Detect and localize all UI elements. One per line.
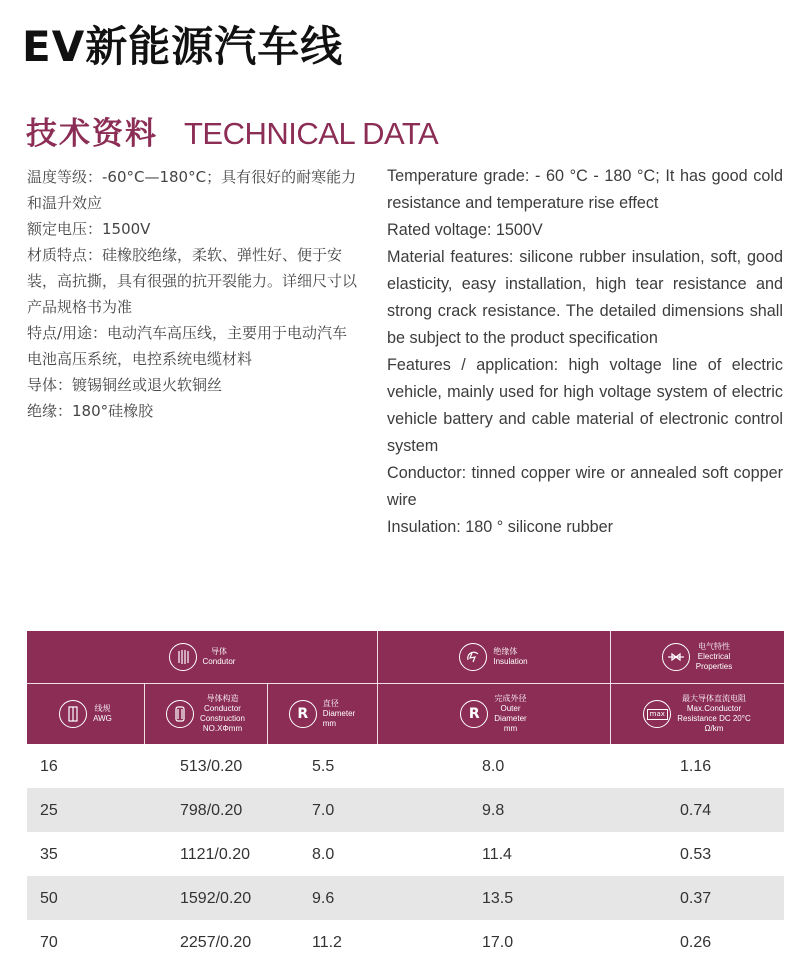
cn-voltage: 额定电压：1500V (27, 220, 151, 238)
conductor-group-en: Condutor (202, 657, 236, 666)
electrical-group-cn: 电气特性 (698, 642, 730, 651)
table-row (27, 920, 784, 963)
diameter-icon: R (289, 700, 317, 728)
cell-outer-diameter: 8.0 (482, 758, 505, 775)
table-header (27, 631, 784, 744)
header-construction (144, 684, 267, 744)
cn-temperature: 温度等级：-60°C—180°C；具有很好的耐寒能力和温升效应 (27, 168, 357, 212)
cell-diameter: 5.5 (312, 758, 335, 775)
wire-gauge-icon (59, 700, 87, 728)
section-heading (26, 108, 438, 153)
cell-outer-diameter: 9.8 (482, 802, 505, 819)
cell-outer-diameter: 17.0 (482, 934, 514, 951)
cell-outer-diameter: 11.4 (482, 846, 512, 863)
page-title: EV新能源汽车线 (22, 22, 344, 71)
electrical-group-en2: Properties (695, 662, 733, 671)
cell-awg: 16 (40, 758, 58, 775)
cell-diameter: 8.0 (312, 846, 335, 863)
cell-awg: 50 (40, 890, 58, 907)
en-voltage: Rated voltage: 1500V (387, 221, 543, 239)
cn-conductor: 导体：镀锡铜丝或退火软铜丝 (27, 376, 223, 394)
resistance-en2: Resistance DC 20°C (677, 714, 751, 723)
header-resistance (610, 684, 784, 744)
section-title-en: TECHNICAL DATA (184, 116, 439, 151)
cell-resistance: 0.74 (680, 802, 712, 819)
electrical-resistor-icon (662, 643, 690, 671)
diameter-unit: mm (322, 719, 337, 728)
section-title-cn: 技术资料 (26, 116, 158, 152)
outer-diameter-icon: R (460, 700, 488, 728)
technical-data-chinese (27, 164, 357, 424)
header-insulation-group (377, 631, 610, 683)
en-temperature: Temperature grade: - 60 °C - 180 °C; It has good cold resistance and temperature rise effect (387, 167, 783, 212)
table-row (27, 788, 784, 832)
cell-construction: 2257/0.20 (180, 934, 252, 951)
max-badge: max (647, 709, 668, 720)
cell-awg: 70 (40, 934, 58, 951)
resistance-en1: Max.Conductor (686, 704, 742, 713)
cell-construction: 798/0.20 (180, 802, 243, 819)
outer-en2: Diameter (494, 714, 527, 723)
construction-en3: NO.XΦmm (202, 724, 243, 733)
conductor-construction-icon (166, 700, 194, 728)
cell-outer-diameter: 13.5 (482, 890, 514, 907)
table-row (27, 744, 784, 788)
cn-features: 特点/用途：电动汽车高压线，主要用于电动汽车电池高压系统，电控系统电缆材料 (27, 324, 348, 368)
electrical-group-en1: Electrical (697, 652, 731, 661)
cell-construction: 513/0.20 (180, 758, 243, 775)
header-conductor-group (27, 631, 377, 683)
outer-unit: mm (503, 724, 518, 733)
header-diameter (267, 684, 377, 744)
cell-resistance: 1.16 (680, 758, 712, 775)
conductor-group-cn: 导体 (210, 647, 227, 656)
cell-diameter: 9.6 (312, 890, 335, 907)
construction-en1: Conductor (204, 704, 241, 713)
conductor-strands-icon (169, 643, 197, 671)
header-electrical-group (610, 631, 784, 683)
header-outer-diameter (377, 684, 610, 744)
outer-en1: Outer (500, 704, 521, 713)
technical-data-english (387, 163, 783, 541)
cell-awg: 35 (40, 846, 58, 863)
diameter-cn: 直径 (322, 699, 339, 708)
cell-diameter: 11.2 (312, 934, 342, 951)
insulation-icon (459, 643, 487, 671)
construction-cn: 导体构造 (206, 694, 239, 703)
cell-resistance: 0.53 (680, 846, 712, 863)
en-features: Features / application: high voltage line of electric vehicle, mainly used for high voltage system of electric vehicle battery and cable material of electronic control system (387, 356, 783, 455)
diameter-en: Diameter (322, 709, 356, 718)
insulation-group-en: Insulation (493, 657, 528, 666)
cell-awg: 25 (40, 802, 58, 819)
resistance-unit: Ω/km (704, 724, 724, 733)
resistance-cn: 最大导体直流电阻 (681, 694, 746, 703)
header-awg (27, 684, 144, 744)
cell-resistance: 0.37 (680, 890, 712, 907)
cell-construction: 1592/0.20 (180, 890, 252, 907)
table-row (27, 876, 784, 920)
cn-insulation: 绝缘：180°硅橡胶 (27, 402, 154, 420)
en-material: Material features: silicone rubber insulation, soft, good elasticity, easy installation, high tear resistance and strong crack resistance. The detailed dimensions shall be subject to the product specification (387, 248, 783, 347)
en-conductor: Conductor: tinned copper wire or annealed soft copper wire (387, 464, 783, 509)
insulation-group-cn: 绝缘体 (493, 647, 518, 656)
table-row (27, 832, 784, 876)
outer-cn: 完成外径 (494, 694, 527, 703)
en-insulation: Insulation: 180 ° silicone rubber (387, 518, 614, 536)
awg-en: AWG (93, 714, 112, 723)
max-resistance-icon (643, 700, 671, 728)
cell-construction: 1121/0.20 (180, 846, 250, 863)
cn-material: 材质特点：硅橡胶绝缘，柔软、弹性好、便于安装，高抗撕，具有很强的抗开裂能力。详细尺寸以产品规格书为准 (27, 246, 358, 316)
cell-resistance: 0.26 (680, 934, 712, 951)
cell-diameter: 7.0 (312, 802, 335, 819)
construction-en2: Construction (200, 714, 245, 723)
awg-cn: 线规 (94, 704, 111, 713)
spec-table (27, 631, 784, 963)
